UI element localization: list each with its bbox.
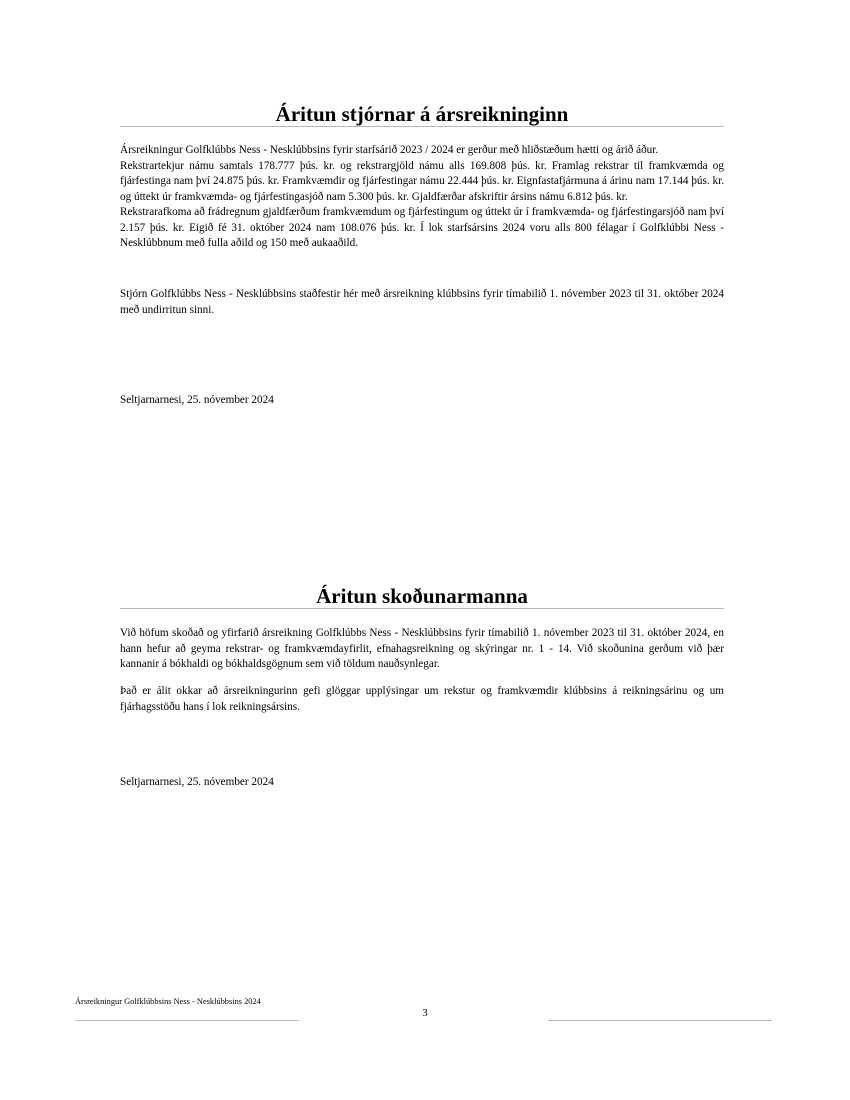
board-endorsement-title-rule xyxy=(120,126,724,127)
board-endorsement-paragraph xyxy=(120,143,724,252)
auditors-endorsement-title: Áritun skoðunarmanna xyxy=(316,584,528,608)
auditors-endorsement-title-rule xyxy=(120,608,724,609)
auditors-place-date: Seltjarnarnesi, 25. nóvember 2024 xyxy=(120,776,274,788)
page-number: 3 xyxy=(422,1007,428,1019)
board-confirmation-paragraph: Stjórn Golfklúbbs Ness - Nesklúbbsins staðfestir hér með ársreikning klúbbsins fyrir tímabilið 1. nóvember 2023 til 31. október 2024 með undirritun sinni. xyxy=(120,288,724,316)
footer-document-title: Ársreikningur Golfklúbbsins Ness - Nesklúbbsins 2024 xyxy=(75,997,261,1006)
footer-right-rule xyxy=(548,1020,772,1021)
board-endorsement-title: Áritun stjórnar á ársreikninginn xyxy=(275,102,569,126)
board-endorsement-line: Rekstrarafkoma að frádregnum gjaldfærðum framkvæmdum og fjárfestingum og úttekt úr í framkvæmda- og fjárfestingarsjóð nam því 2.157 þús. kr. Eigið fé 31. október 2024 nam 108.076 þús. kr. Í lok starfsársins 2024 voru alls 800 félagar í Golfklúbbi Ness - Nesklúbbnum með fulla aðild og 150 með aukaaðild. xyxy=(120,206,724,249)
auditors-review-paragraph: Við höfum skoðað og yfirfarið ársreikning Golfklúbbs Ness - Nesklúbbsins fyrir tímabilið 1. nóvember 2023 til 31. október 2024, en hann hefur að geyma rekstrar- og framkvæmdayfirlit, efnahagsreikning og skýringar nr. 1 - 14. Við skoðunina gerðum við þær kannanir á bókhaldi og bókhaldsgögnum sem við töldum nauðsynlegar. xyxy=(120,627,724,670)
board-place-date: Seltjarnarnesi, 25. nóvember 2024 xyxy=(120,394,274,406)
board-endorsement-line: Rekstrartekjur námu samtals 178.777 þús. kr. og rekstrargjöld námu alls 169.808 þús. kr. Framlag rekstrar til framkvæmda og fjárfestinga nam því 24.875 þús. kr. Framkvæmdir og fjárfestingar námu 22.444 þús. kr. Eignfastafjármuna á árinu nam 17.144 þús. kr. og úttekt úr framkvæmda- og fjárfestingasjóð nam 5.300 þús. kr. Gjaldfærðar afskriftir ársins námu 6.812 þús. kr. xyxy=(120,159,724,203)
footer-left-rule xyxy=(75,1020,299,1021)
auditors-opinion-paragraph: Það er álit okkar að ársreikningurinn gefi glöggar upplýsingar um rekstur og framkvæmdir klúbbsins á reikningsárinu og um fjárhagsstöðu hans í lok reikningsársins. xyxy=(120,685,724,713)
board-endorsement-line: Ársreikningur Golfklúbbs Ness - Nesklúbbsins fyrir starfsárið 2023 / 2024 er gerður með hliðstæðum hætti og árið áður. xyxy=(120,144,659,156)
